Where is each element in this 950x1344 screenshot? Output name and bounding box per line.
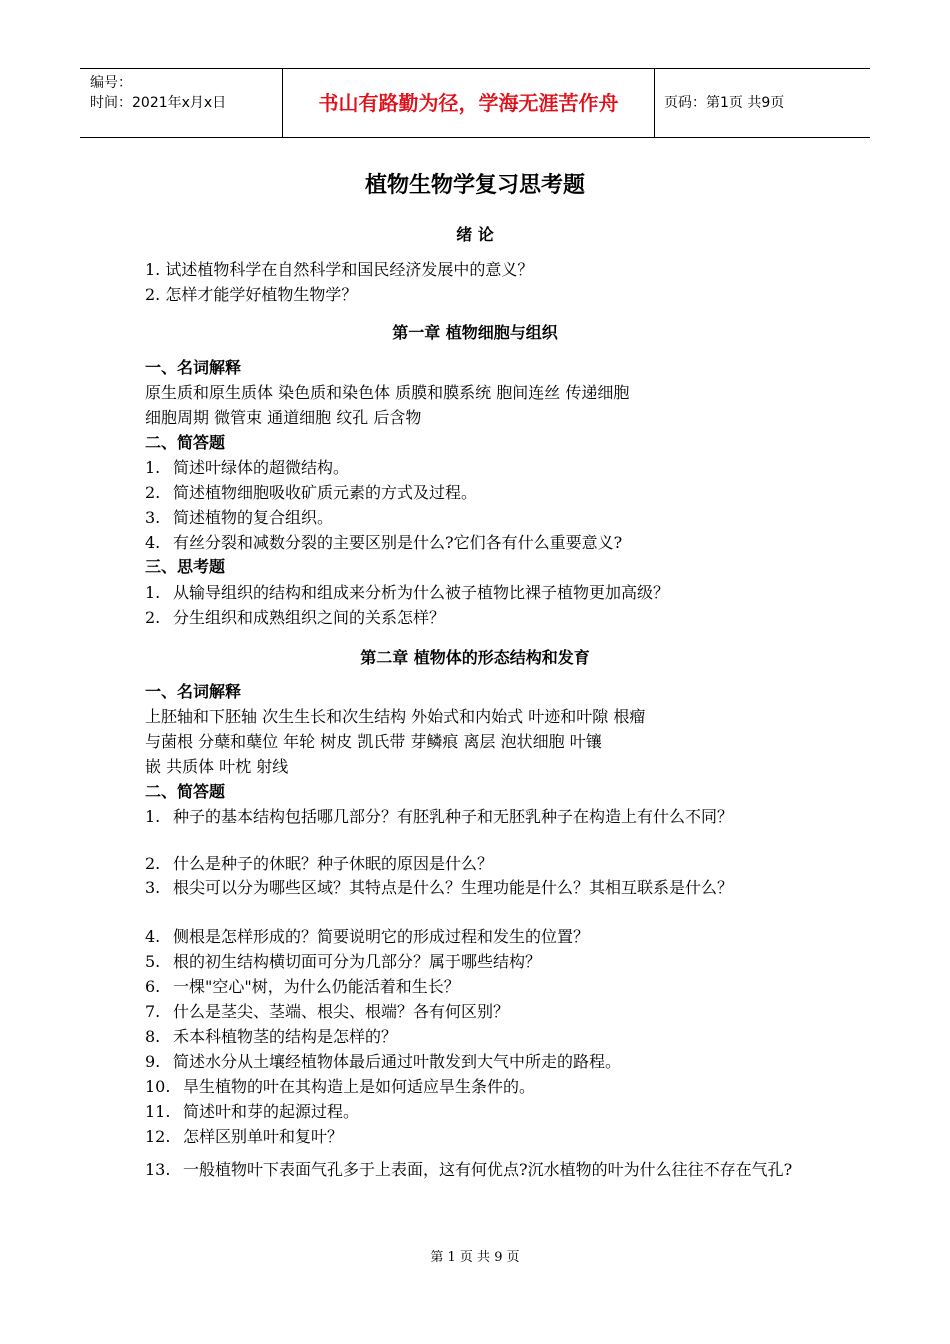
header-motto: 书山有路勤为径，学海无涯苦作舟 (318, 91, 619, 115)
question-number: 2. (145, 854, 161, 873)
chapter2-short-heading: 二、简答题 (145, 782, 226, 801)
question-number: 2. (145, 483, 161, 502)
question-number: 8. (145, 1027, 161, 1046)
question-item (145, 1024, 810, 1049)
header-divider (654, 69, 655, 137)
question-item (145, 1124, 810, 1149)
page-footer: 第 1 页 共 9 页 (430, 1250, 520, 1265)
question-item (145, 851, 810, 876)
question-text: 侧根是怎样形成的？简要说明它的形成过程和发生的位置？ (173, 927, 590, 946)
question-item (145, 949, 810, 974)
question-text: 简述叶和芽的起源过程。 (183, 1102, 360, 1121)
chapter1-terms-heading: 一、名词解释 (145, 358, 242, 377)
question-number: 1. (145, 458, 161, 477)
question-text: 根尖可以分为哪些区域？其特点是什么？生理功能是什么？其相互联系是什么？ (173, 878, 734, 897)
question-text: 从输导组织的结构和组成来分析为什么被子植物比裸子植物更加高级？ (173, 583, 670, 602)
question-number: 7. (145, 1002, 161, 1021)
page-header (80, 68, 870, 138)
question-text: 简述叶绿体的超微结构。 (173, 458, 350, 477)
question-number: 1. (145, 807, 161, 826)
question-text: 怎样区别单叶和复叶？ (183, 1127, 344, 1146)
chapter1-short-heading: 二、简答题 (145, 433, 226, 452)
question-item (145, 875, 810, 900)
chapter1-terms-line: 原生质和原生质体 染色质和染色体 质膜和膜系统 胞间连丝 传递细胞 (145, 383, 630, 402)
question-number: 5. (145, 952, 161, 971)
intro-item: 1. 试述植物科学在自然科学和国民经济发展中的意义？ (145, 260, 534, 279)
question-number: 3. (145, 508, 161, 527)
question-number: 11. (145, 1102, 171, 1121)
chapter2-terms-line: 嵌 共质体 叶枕 射线 (145, 757, 289, 776)
question-number: 3. (145, 878, 161, 897)
question-item (145, 455, 810, 480)
question-text: 禾本科植物茎的结构是怎样的？ (173, 1027, 398, 1046)
question-text: 分生组织和成熟组织之间的关系怎样？ (173, 608, 446, 627)
question-item (145, 1157, 810, 1182)
chapter1-heading: 第一章 植物细胞与组织 (392, 323, 558, 342)
intro-item: 2. 怎样才能学好植物生物学？ (145, 285, 358, 304)
chapter2-terms-line: 与菌根 分蘖和蘖位 年轮 树皮 凯氏带 芽鳞痕 离层 泡状细胞 叶镶 (145, 732, 602, 751)
question-item (145, 999, 810, 1024)
question-item (145, 804, 810, 829)
question-text: 简述植物的复合组织。 (173, 508, 334, 527)
question-item (145, 1099, 810, 1124)
question-number: 10. (145, 1077, 171, 1096)
header-page-label: 页码：第1页 共9页 (664, 95, 785, 111)
intro-heading: 绪 论 (456, 225, 494, 244)
question-text: 有丝分裂和减数分裂的主要区别是什么?它们各有什么重要意义? (173, 533, 623, 552)
question-item (145, 924, 810, 949)
chapter2-terms-heading: 一、名词解释 (145, 682, 242, 701)
chapter2-terms-line: 上胚轴和下胚轴 次生生长和次生结构 外始式和内始式 叶迹和叶隙 根瘤 (145, 707, 646, 726)
chapter1-think-heading: 三、思考题 (145, 557, 226, 576)
question-item (145, 480, 810, 505)
question-number: 4. (145, 927, 161, 946)
chapter2-heading: 第二章 植物体的形态结构和发育 (360, 648, 590, 667)
question-item (145, 505, 810, 530)
question-text: 旱生植物的叶在其构造上是如何适应旱生条件的。 (183, 1077, 536, 1096)
question-text: 一棵"空心"树，为什么仍能活着和生长？ (173, 977, 460, 996)
question-text: 种子的基本结构包括哪几部分？有胚乳种子和无胚乳种子在构造上有什么不同？ (173, 807, 734, 826)
header-meta (90, 73, 226, 113)
question-number: 12. (145, 1127, 171, 1146)
question-number: 4. (145, 533, 161, 552)
question-text: 简述水分从土壤经植物体最后通过叶散发到大气中所走的路程。 (173, 1052, 622, 1071)
question-item (145, 605, 810, 630)
question-item (145, 1074, 810, 1099)
question-item (145, 580, 810, 605)
question-number: 1. (145, 583, 161, 602)
question-text: 一般植物叶下表面气孔多于上表面，这有何优点?沉水植物的叶为什么往往不存在气孔? (183, 1160, 793, 1179)
question-text: 什么是茎尖、茎端、根尖、根端？各有何区别？ (173, 1002, 510, 1021)
question-number: 6. (145, 977, 161, 996)
question-text: 什么是种子的休眠？种子休眠的原因是什么？ (173, 854, 494, 873)
number-label: 编号： (90, 75, 132, 91)
question-item (145, 530, 810, 555)
document-title: 植物生物学复习思考题 (364, 173, 585, 198)
question-item (145, 1049, 810, 1074)
question-text: 简述植物细胞吸收矿质元素的方式及过程。 (173, 483, 478, 502)
question-number: 13. (145, 1160, 171, 1179)
question-text: 根的初生结构横切面可分为几部分？属于哪些结构？ (173, 952, 542, 971)
question-number: 9. (145, 1052, 161, 1071)
chapter1-terms-line: 细胞周期 微管束 通道细胞 纹孔 后含物 (145, 408, 422, 427)
time-label: 时间：2021年x月x日 (90, 95, 227, 111)
question-number: 2. (145, 608, 161, 627)
question-item (145, 974, 810, 999)
